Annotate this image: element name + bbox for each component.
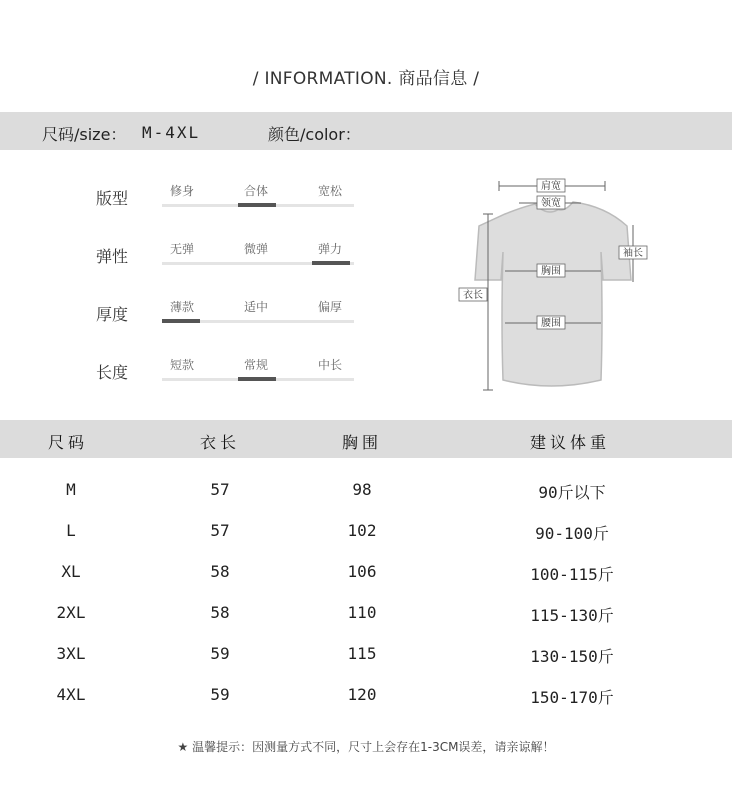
table-cell: 90斤以下 xyxy=(538,483,606,502)
col-header-length: 衣长 xyxy=(200,433,241,452)
attr-selected-marker xyxy=(162,319,200,323)
table-cell: 115 xyxy=(347,644,377,663)
col-header-weight: 建议体重 xyxy=(530,433,611,452)
table-cell: 3XL xyxy=(56,644,86,663)
color-label: 颜色/color： xyxy=(268,125,361,144)
table-cell: L xyxy=(66,521,76,540)
table-cell: 58 xyxy=(210,603,230,622)
label-shoulder: 肩宽 xyxy=(541,181,561,192)
table-cell: XL xyxy=(61,562,81,581)
attr-label-elasticity: 弹性 xyxy=(96,247,129,266)
attr-option: 中长 xyxy=(317,358,342,372)
attr-option: 适中 xyxy=(243,300,268,314)
attr-option: 短款 xyxy=(169,358,194,372)
table-cell: 57 xyxy=(210,480,230,499)
tip-note: ★ 温馨提示：因测量方式不同，尺寸上会存在1-3CM误差，请亲谅解！ xyxy=(177,740,555,754)
table-cell: 58 xyxy=(210,562,230,581)
attr-label-thickness: 厚度 xyxy=(96,305,129,324)
table-cell: 59 xyxy=(210,644,230,663)
attr-option: 合体 xyxy=(243,184,268,198)
table-cell: M xyxy=(66,480,76,499)
table-cell: 2XL xyxy=(56,603,86,622)
col-header-size: 尺码 xyxy=(48,433,89,452)
table-cell: 130-150斤 xyxy=(530,647,614,666)
attr-option: 常规 xyxy=(243,358,268,372)
table-cell: 59 xyxy=(210,685,230,704)
table-cell: 115-130斤 xyxy=(530,606,614,625)
table-cell: 4XL xyxy=(56,685,86,704)
attr-label-fit: 版型 xyxy=(96,189,129,208)
col-header-chest: 胸围 xyxy=(342,433,383,452)
label-sleeve: 袖长 xyxy=(623,248,643,259)
size-label: 尺码/size： xyxy=(42,125,127,144)
attr-option: 无弹 xyxy=(169,242,194,256)
section-title: / INFORMATION. 商品信息 / xyxy=(252,69,480,89)
attr-option: 宽松 xyxy=(317,184,342,198)
label-chest: 胸围 xyxy=(541,266,561,277)
table-cell: 57 xyxy=(210,521,230,540)
label-waist: 腰围 xyxy=(541,318,561,329)
table-cell: 120 xyxy=(347,685,377,704)
attr-selected-marker xyxy=(238,377,276,381)
tshirt-shape xyxy=(475,202,631,386)
label-neck: 领宽 xyxy=(541,198,561,209)
attr-option: 薄款 xyxy=(169,300,194,314)
table-cell: 106 xyxy=(347,562,377,581)
attr-selected-marker xyxy=(312,261,350,265)
info-bar xyxy=(0,112,732,150)
size-value: M-4XL xyxy=(142,123,201,142)
attr-label-length: 长度 xyxy=(96,363,129,382)
attr-option: 弹力 xyxy=(317,242,342,256)
table-cell: 100-115斤 xyxy=(530,565,614,584)
table-cell: 90-100斤 xyxy=(535,524,609,543)
table-cell: 102 xyxy=(347,521,377,540)
attr-option: 修身 xyxy=(169,184,194,198)
tshirt-measurement-diagram xyxy=(455,170,655,400)
label-length: 衣长 xyxy=(463,290,483,301)
table-cell: 110 xyxy=(347,603,377,622)
attr-option: 偏厚 xyxy=(317,300,342,314)
table-cell: 150-170斤 xyxy=(530,688,614,707)
attr-option: 微弹 xyxy=(243,242,268,256)
table-cell: 98 xyxy=(352,480,372,499)
attr-selected-marker xyxy=(238,203,276,207)
